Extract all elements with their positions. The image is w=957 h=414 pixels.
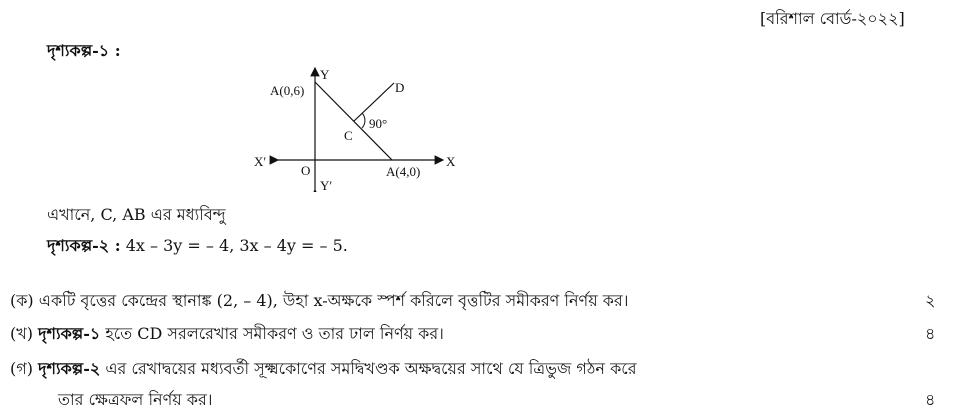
point-a-right-label: A(4,0)	[386, 164, 421, 179]
scenario2-line	[47, 233, 348, 260]
board-reference: [বরিশাল বোর্ড-২০২২]	[760, 9, 905, 28]
point-d-label: D	[395, 80, 405, 95]
question-prefix: (গ)	[10, 359, 33, 378]
question-prefix: (খ)	[10, 324, 33, 343]
point-c-label: C	[344, 128, 353, 143]
question-ga-line2: তার ক্ষেত্রফল নির্ণয় কর।	[58, 390, 213, 409]
marks-kha: ৪	[925, 324, 936, 343]
coordinate-diagram	[248, 62, 468, 192]
y-neg-label: Y′	[320, 178, 333, 192]
question-ka	[10, 288, 628, 315]
scenario2-equations: 4x – 3y = – 4, 3x – 4y = – 5.	[125, 236, 348, 255]
scenario1-description: এখানে, C, AB এর মধ্যবিন্দু	[47, 205, 226, 224]
question-prefix: (ক)	[10, 291, 34, 310]
scenario1-label: দৃশ্যকল্প-১ :	[47, 41, 121, 60]
y-label: Y	[320, 67, 330, 82]
x-label: X	[446, 154, 456, 169]
question-text: একটি বৃত্তের কেন্দ্রের স্থানাঙ্ক (2, – 4), উহা x-অক্ষকে স্পর্শ করিলে বৃত্তটির সমীকরণ নির্ণয় কর।	[38, 291, 629, 310]
point-a-top-label: A(0,6)	[270, 83, 305, 98]
origin-label: O	[301, 163, 311, 178]
angle-label: 90°	[369, 116, 388, 131]
question-scenario-ref: দৃশ্যকল্প-১	[38, 324, 101, 343]
question-ga	[10, 356, 637, 383]
question-text: এর রেখাদ্বয়ের মধ্যবর্তী সূক্ষ্মকোণের সমদ্বিখণ্ডক অক্ষদ্বয়ের সাথে যে ত্রিভুজ গঠন করে	[105, 359, 637, 378]
right-angle-arc	[362, 113, 365, 128]
question-scenario-ref: দৃশ্যকল্প-২	[38, 359, 101, 378]
question-kha	[10, 321, 444, 348]
marks-ga: ৪	[925, 390, 936, 409]
scenario2-label: দৃশ্যকল্প-২ :	[47, 236, 121, 255]
x-neg-label: X′	[254, 154, 267, 169]
question-text: হতে CD সরলরেখার সমীকরণ ও তার ঢাল নির্ণয় কর।	[105, 324, 444, 343]
marks-ka: ২	[925, 291, 936, 310]
